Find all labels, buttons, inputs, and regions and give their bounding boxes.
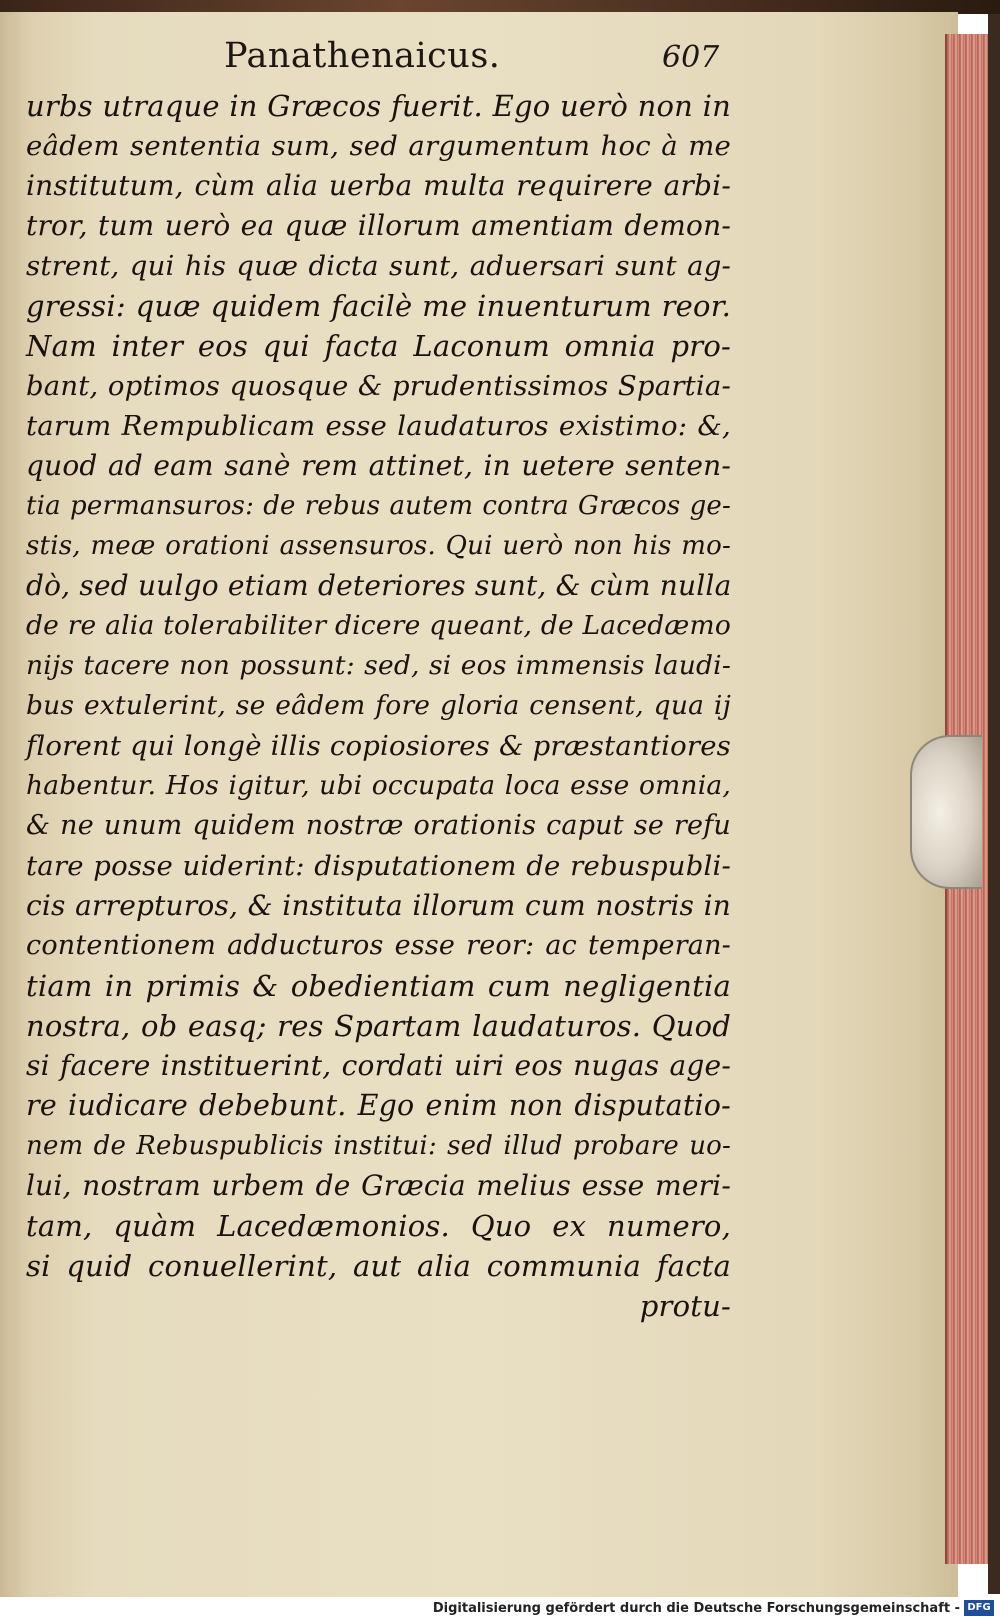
text-line: florent qui longè illis copiosiores & præstantiores xyxy=(26,730,731,762)
text-line: nijs tacere non possunt: sed, si eos immensis laudi- xyxy=(26,650,731,681)
text-line: re iudicare debebunt. Ego enim non disputatio- xyxy=(26,1089,731,1122)
text-line: bus extulerint, se eâdem fore gloria censent, qua ij xyxy=(26,690,731,721)
running-title: Panathenaicus. xyxy=(224,36,501,76)
text-line: quod ad eam sanè rem attinet, in uetere senten- xyxy=(26,449,731,482)
body-text xyxy=(26,86,731,1326)
digitization-footer xyxy=(0,1597,1000,1622)
text-line: nem de Rebuspublicis institui: sed illud probare uo- xyxy=(26,1131,731,1161)
dfg-logo: DFG xyxy=(964,1600,994,1616)
text-line: si facere instituerint, cordati uiri eos nugas age- xyxy=(26,1049,731,1082)
text-line: urbs utraque in Græcos fuerit. Ego uerò non in xyxy=(26,89,731,123)
text-line: eâdem sententia sum, sed argumentum hoc à me xyxy=(26,130,731,162)
page-number: 607 xyxy=(662,40,720,75)
text-line: de re alia tolerabiliter dicere queant, de Lacedæmo xyxy=(26,610,731,641)
text-line: tror, tum uerò ea quæ illorum amentiam demon- xyxy=(26,209,731,242)
text-line: tare posse uiderint: disputationem de rebuspubli- xyxy=(26,850,731,882)
binding-shadow xyxy=(988,14,1000,1594)
text-line: habentur. Hos igitur, ubi occupata loca esse omnia, xyxy=(26,770,731,801)
text-line: tiam in primis & obedientiam cum negligentia xyxy=(26,969,731,1003)
text-line: strent, qui his quæ dicta sunt, aduersari sunt ag- xyxy=(26,250,731,282)
text-line: stis, meæ orationi assensuros. Qui uerò non his mo- xyxy=(26,531,731,561)
text-line: tia permansuros: de rebus autem contra Græcos ge- xyxy=(26,491,731,521)
text-line: bant, optimos quosque & prudentissimos Spartia- xyxy=(26,370,731,402)
text-line: gressi: quæ quidem facilè me inuenturum reor. xyxy=(26,289,731,323)
text-line: tam, quàm Lacedæmonios. Quo ex numero, xyxy=(26,1209,731,1243)
catchword: protu- xyxy=(639,1289,731,1323)
page-clip-holder xyxy=(910,735,982,889)
text-line: cis arrepturos, & instituta illorum cum nostris in xyxy=(26,889,731,922)
text-line: dò, sed uulgo etiam deteriores sunt, & cùm nulla xyxy=(26,569,732,602)
text-line: si quid conuellerint, aut alia communia facta xyxy=(26,1249,731,1283)
text-line: nostra, ob easq; res Spartam laudaturos. Quod xyxy=(26,1009,731,1043)
page-header xyxy=(0,36,958,86)
text-line: & ne unum quidem nostræ orationis caput se refu xyxy=(26,810,731,841)
dfg-credit-text: Digitalisierung gefördert durch die Deutsche Forschungsgemeinschaft - xyxy=(432,1601,960,1616)
text-line: institutum, cùm alia uerba multa requirere arbi- xyxy=(26,169,731,202)
text-line: tarum Rempublicam esse laudaturos existimo: &, xyxy=(26,410,731,442)
text-line: lui, nostram urbem de Græcia melius esse meri- xyxy=(26,1169,731,1202)
text-line: contentionem adducturos esse reor: ac temperan- xyxy=(26,930,731,961)
text-line: Nam inter eos qui facta Laconum omnia pro- xyxy=(26,329,731,363)
